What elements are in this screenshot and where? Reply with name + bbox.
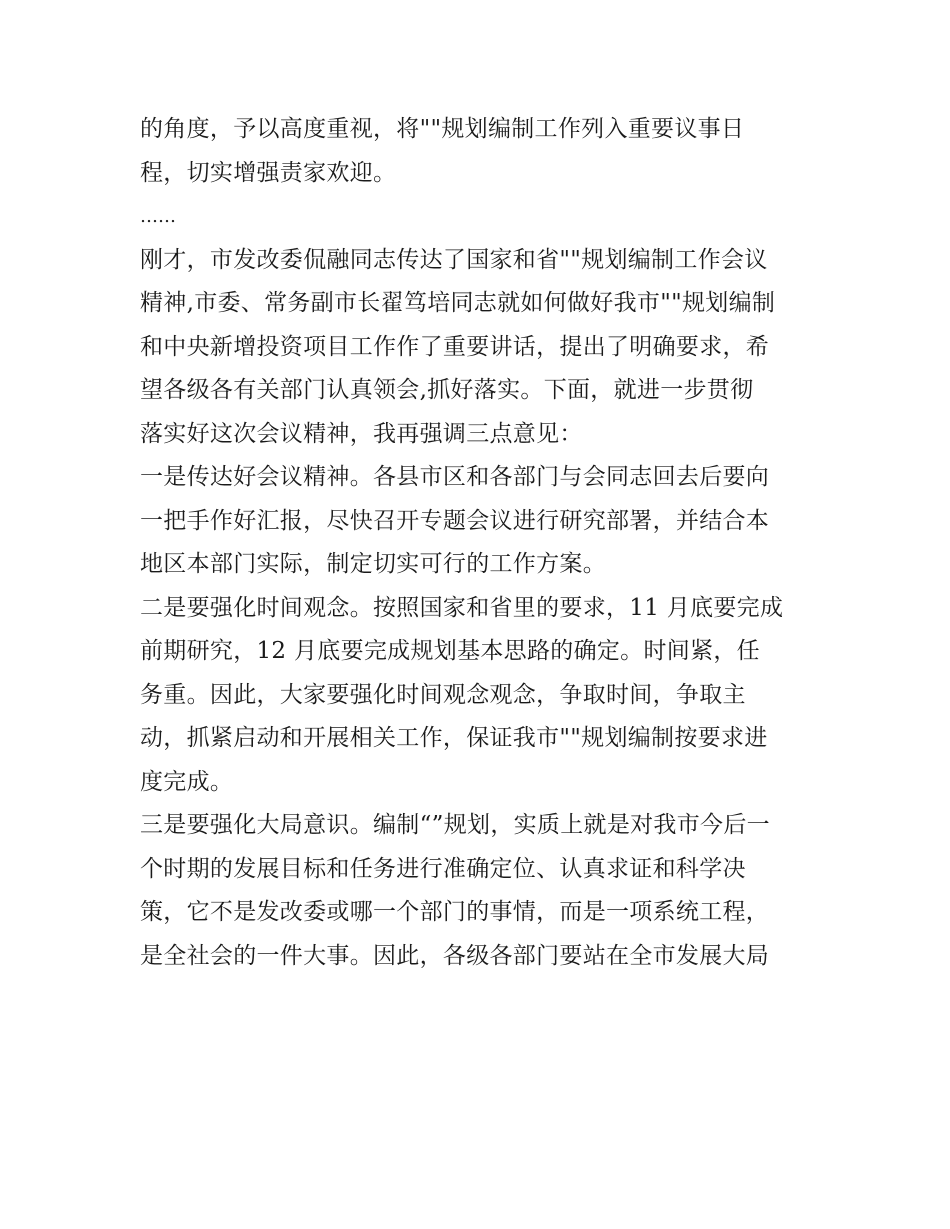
text-line: 度完成。 (140, 768, 234, 795)
text-line: 三是要强化大局意识。编制“”规划，实质上就是对我市今后一 (140, 812, 770, 838)
text-line: 一是传达好会议精神。各县市区和各部门与会同志回去后要向 (140, 464, 770, 490)
text-line: 务重。因此，大家要强化时间观念观念，争取时间，争取主 (140, 681, 746, 708)
text-line: 个时期的发展目标和任务进行准确定位、认真求证和科学决 (140, 855, 746, 882)
text-line: 的角度，予以高度重视，将""规划编制工作列入重要议事日 (140, 116, 745, 142)
text-line: 落实好这次会议精神，我再强调三点意见： (140, 420, 583, 447)
text-line: 刚才，市发改委侃融同志传达了国家和省""规划编制工作会议 (140, 246, 768, 273)
text-line: 二是要强化时间观念。按照国家和省里的要求，11 月底要完成 (140, 594, 784, 621)
text-line: 动，抓紧启动和开展相关工作，保证我市""规划编制按要求进 (140, 725, 768, 751)
text-line: 前期研究，12 月底要完成规划基本思路的确定。时间紧，任 (140, 638, 760, 664)
text-line: 地区本部门实际，制定切实可行的工作方案。 (140, 551, 606, 577)
text-line: 程，切实增强责家欢迎。 (140, 159, 397, 186)
text-line: 一把手作好汇报，尽快召开专题会议进行研究部署，并结合本 (140, 507, 770, 534)
text-line: 望各级各有关部门认真领会,抓好落实。下面，就进一步贯彻 (140, 377, 754, 403)
text-line: 是全社会的一件大事。因此，各级各部门要站在全市发展大局 (140, 942, 770, 969)
text-line: 和中央新增投资项目工作作了重要讲话，提出了明确要求，希 (140, 333, 770, 360)
text-line: 精神,市委、常务副市长翟笃培同志就如何做好我市""规划编制 (140, 290, 776, 316)
ellipsis-line: …… (140, 206, 176, 227)
text-line: 策，它不是发改委或哪一个部门的事情，而是一项系统工程， (140, 899, 770, 925)
document-page (140, 108, 815, 978)
